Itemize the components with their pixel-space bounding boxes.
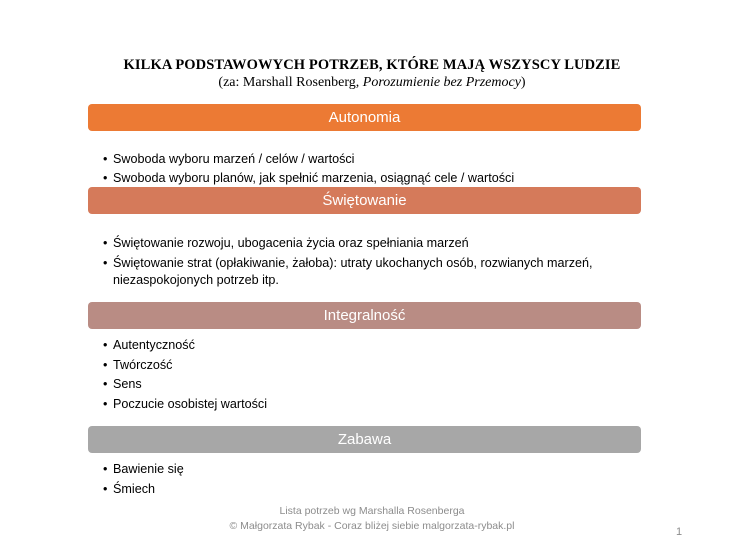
page-subtitle xyxy=(0,75,744,91)
list-item-text: Swoboda wyboru marzeń / celów / wartości xyxy=(113,152,355,166)
bullet-icon: • xyxy=(103,152,108,166)
subtitle-prefix: (za: Marshall Rosenberg, xyxy=(218,75,363,90)
footer-source: Lista potrzeb wg Marshalla Rosenberga xyxy=(279,505,465,517)
bullet-icon: • xyxy=(103,462,108,476)
bullet-icon: • xyxy=(103,377,108,391)
subtitle-suffix: ) xyxy=(520,75,526,90)
section-list-autonomia xyxy=(103,150,643,188)
list-item xyxy=(103,395,643,415)
bullet-icon: • xyxy=(103,396,108,411)
section-header-zabawa: Zabawa xyxy=(88,426,641,453)
list-item xyxy=(103,336,643,356)
list-item-text: Swoboda wyboru planów, jak spełnić marzenia, osiągnąć cele / wartości xyxy=(113,171,515,185)
list-item xyxy=(103,375,643,395)
list-item-text: Świętowanie strat (opłakiwanie, żałoba): utraty ukochanych osób, rozwianych marzeń, niezaspokojonych potrzeb itp. xyxy=(113,256,593,287)
list-item-text: Twórczość xyxy=(113,357,173,372)
footer-copyright: © Małgorzata Rybak - Coraz bliżej siebie malgorzata-rybak.pl xyxy=(229,520,515,532)
list-item-text: Świętowanie rozwoju, ubogacenia życia oraz spełniania marzeń xyxy=(113,236,469,250)
list-item xyxy=(103,169,643,188)
list-item xyxy=(103,234,643,253)
list-item xyxy=(103,479,643,499)
bullet-icon: • xyxy=(103,482,108,496)
list-item-text: Poczucie osobistej wartości xyxy=(113,396,267,411)
list-item-text: Śmiech xyxy=(113,482,155,496)
bullet-icon: • xyxy=(103,171,108,185)
bullet-icon: • xyxy=(103,236,108,250)
section-header-autonomia: Autonomia xyxy=(88,104,641,131)
bullet-icon: • xyxy=(103,338,108,352)
section-list-integralnosc xyxy=(103,336,643,414)
list-item xyxy=(103,255,633,289)
list-item xyxy=(103,150,643,169)
list-item-text: Sens xyxy=(113,377,142,391)
subtitle-book-title: Porozumienie bez Przemocy xyxy=(362,75,521,90)
page-number: 1 xyxy=(676,526,683,538)
bullet-icon: • xyxy=(103,256,108,270)
list-item xyxy=(103,356,643,376)
page-title: KILKA PODSTAWOWYCH POTRZEB, KTÓRE MAJĄ WSZYSCY LUDZIE xyxy=(123,57,621,73)
bullet-icon: • xyxy=(103,357,108,372)
section-header-integralnosc: Integralność xyxy=(88,302,641,329)
list-item-text: Autentyczność xyxy=(113,338,195,352)
list-item xyxy=(103,459,643,479)
section-header-swietowanie: Świętowanie xyxy=(88,187,641,214)
list-item-text: Bawienie się xyxy=(113,462,184,476)
section-list-zabawa xyxy=(103,459,643,499)
section-list-swietowanie xyxy=(103,234,643,289)
